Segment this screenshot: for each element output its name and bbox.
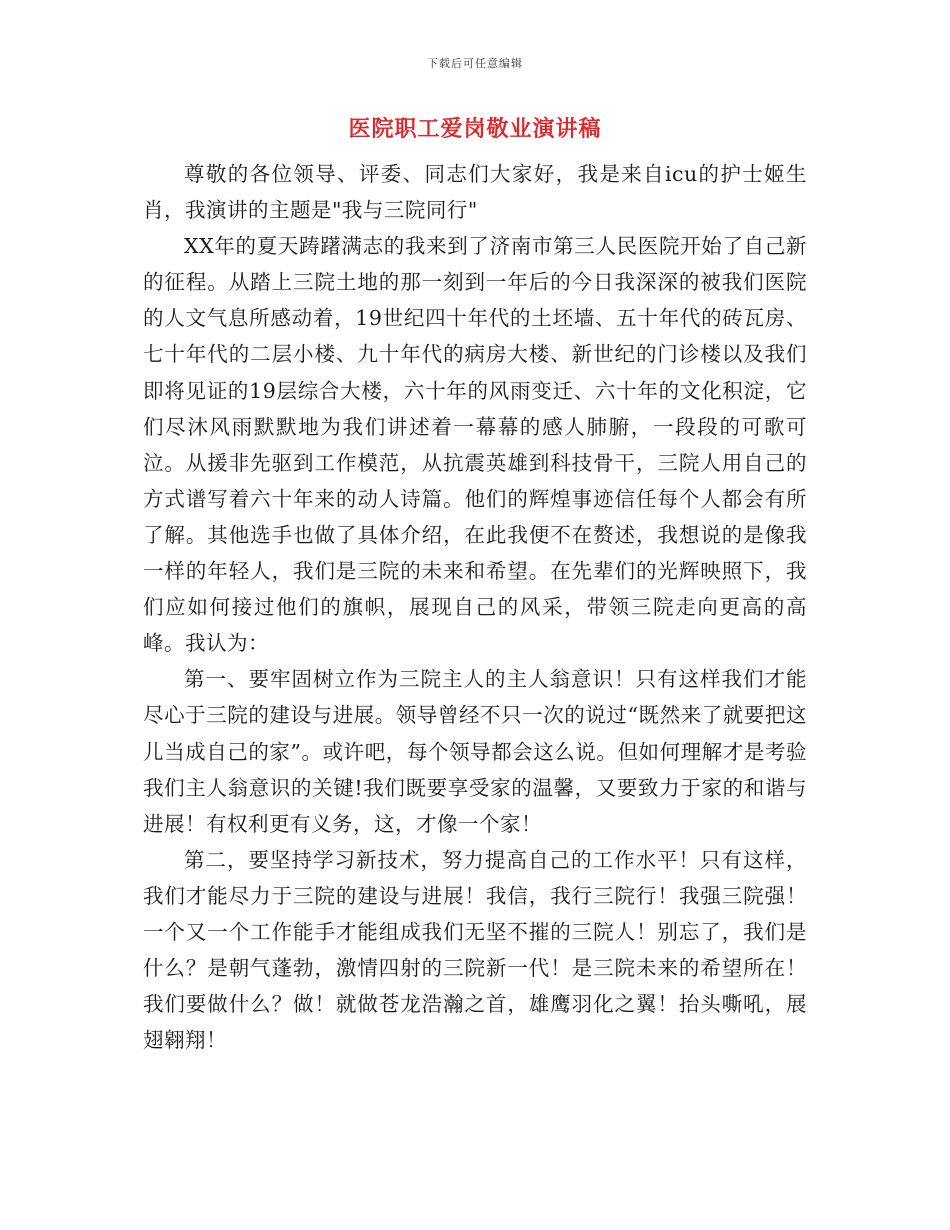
paragraph-first-point: 第一、要牢固树立作为三院主人的主人翁意识！只有这样我们才能尽心于三院的建设与进展。领导曾经不只一次的说过“既然来了就要把这儿当成自己的家”。或许吧，每个领导都会这么说。但如何理解才是考验我们主人翁意识的关键!我们既要享受家的温馨，又要致力于家的和谐与进展！有权利更有义务，这，才像一个家！ [143,667,807,836]
paragraph-history: XX年的夏天踌躇满志的我来到了济南市第三人民医院开始了自己新的征程。从踏上三院土地的那一刻到一年后的今日我深深的被我们医院的人文气息所感动着，19世纪四十年代的土坯墙、五十年代的砖瓦房、七十年代的二层小楼、九十年代的病房大楼、新世纪的门诊楼以及我们即将见证的19层综合大楼，六十年的风雨变迁、六十年的文化积淀，它们尽沐风雨默默地为我们讲述着一幕幕的感人肺腑，一段段的可歌可泣。从援非先驱到工作模范，从抗震英雄到科技骨干，三院人用自己的方式谱写着六十年来的动人诗篇。他们的辉煌事迹信任每个人都会有所了解。其他选手也做了具体介绍，在此我便不在赘述，我想说的是像我一样的年轻人，我们是三院的未来和希望。在先辈们的光辉映照下，我们应如何接过他们的旗帜，展现自己的风采，带领三院走向更高的高峰。我认为： [143,234,807,656]
paragraph-second-point: 第二，要坚持学习新技术，努力提高自己的工作水平！只有这样，我们才能尽力于三院的建设与进展！我信，我行三院行！我强三院强！一个又一个工作能手才能组成我们无坚不摧的三院人！别忘了，我们是什么？是朝气蓬勃，激情四射的三院新一代！是三院未来的希望所在！我们要做什么？做！就做苍龙浩瀚之首，雄鹰羽化之翼！抬头嘶吼，展翅翱翔！ [143,847,807,1053]
document-body [143,156,807,1058]
paragraph-greeting: 尊敬的各位领导、评委、同志们大家好，我是来自icu的护士姬生肖，我演讲的主题是"我与三院同行" [143,162,807,223]
document-title: 医院职工爱岗敬业演讲稿 [348,116,602,142]
header-note: 下载后可任意编辑 [427,57,523,70]
